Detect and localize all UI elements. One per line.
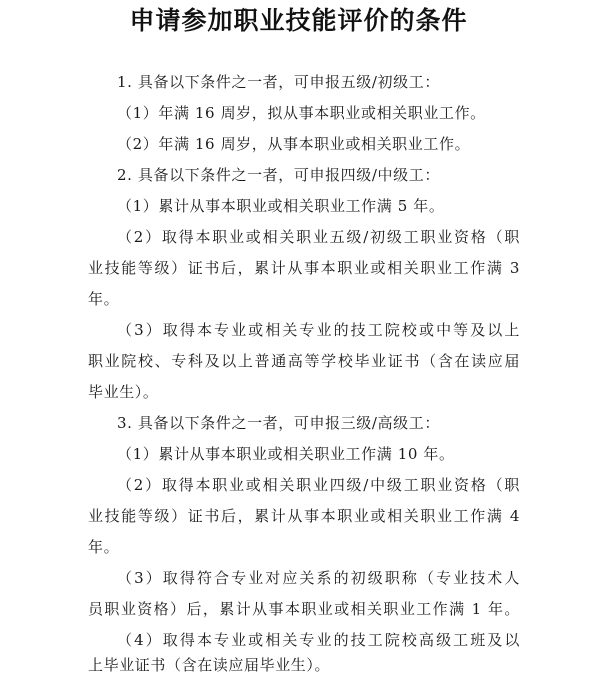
section-3-item-4-line-1: （4）取得本专业或相关专业的技工院校高级工班及以 <box>117 631 520 649</box>
section-3-item-3-line-1: （3）取得符合专业对应关系的初级职称（专业技术人 <box>117 569 520 587</box>
section-1-item-2: （2）年满 16 周岁，从事本职业或相关职业工作。 <box>117 135 471 153</box>
section-3-item-2-line-1: （2）取得本职业或相关职业四级/中级工职业资格（职 <box>117 476 520 494</box>
section-1-item-1: （1）年满 16 周岁，拟从事本职业或相关职业工作。 <box>117 104 486 122</box>
section-2-heading: 2. 具备以下条件之一者，可申报四级/中级工： <box>117 166 440 184</box>
section-2-item-2-line-3: 年。 <box>88 290 120 308</box>
section-2-item-3-line-1: （3）取得本专业或相关专业的技工院校或中等及以上 <box>117 321 520 339</box>
section-2-item-3-line-3: 毕业生）。 <box>88 383 159 401</box>
document-title: 申请参加职业技能评价的条件 <box>129 6 468 35</box>
section-3-item-3-line-2: 员职业资格）后，累计从事本职业或相关职业工作满 1 年。 <box>88 600 520 618</box>
section-2-item-2-line-1: （2）取得本职业或相关职业五级/初级工职业资格（职 <box>117 228 520 246</box>
section-2-item-2-line-2: 业技能等级）证书后，累计从事本职业或相关职业工作满 3 <box>88 259 520 277</box>
section-2-item-1: （1）累计从事本职业或相关职业工作满 5 年。 <box>117 197 445 215</box>
section-1-heading: 1. 具备以下条件之一者，可申报五级/初级工： <box>117 73 440 91</box>
section-3-heading: 3. 具备以下条件之一者，可申报三级/高级工： <box>117 414 440 432</box>
section-3-item-2-line-2: 业技能等级）证书后，累计从事本职业或相关职业工作满 4 <box>88 507 520 525</box>
section-2-item-3-line-2: 职业院校、专科及以上普通高等学校毕业证书（含在读应届 <box>88 352 520 370</box>
section-3-item-4-line-2: 上毕业证书（含在读应届毕业生）。 <box>88 656 331 674</box>
section-3-item-1: （1）累计从事本职业或相关职业工作满 10 年。 <box>117 445 455 463</box>
section-3-item-2-line-3: 年。 <box>88 538 120 556</box>
